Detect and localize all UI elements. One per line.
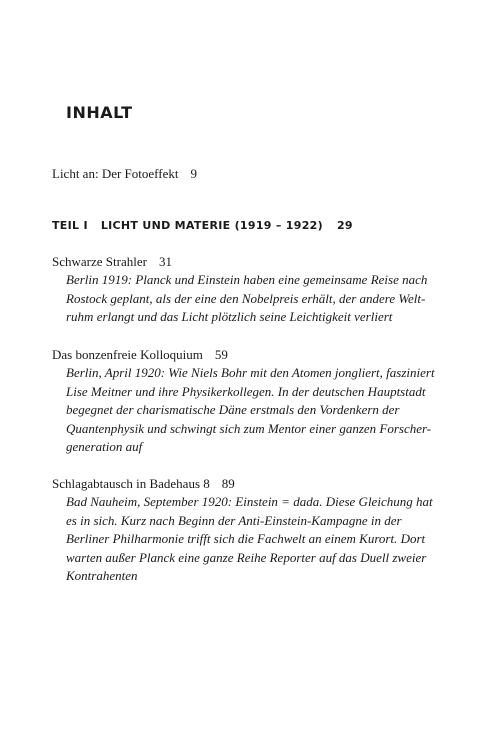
summary-line: begegnet der charismatische Däne erstmals den Vordenkern der	[66, 402, 400, 417]
summary-line: Rostock geplant, als der eine den Nobelpreis erhält, der andere Welt-	[66, 290, 426, 306]
chapter-summary	[66, 364, 435, 457]
summary-line: Berlin, April 1920: Wie Niels Bohr mit den Atomen jongliert, fasziniert	[66, 365, 435, 380]
entry-title: Das bonzenfreie Kolloquium	[52, 347, 203, 362]
entry-page-number: 31	[158, 254, 172, 269]
chapter-summary	[66, 493, 433, 586]
part-separator	[94, 219, 95, 230]
entry-title: Licht an: Der Fotoeffekt	[52, 166, 179, 181]
entry-page-number: 9	[190, 166, 197, 181]
part-page-number: 29	[336, 219, 353, 232]
summary-line: generation auf	[66, 439, 143, 454]
toc-entry-chapter	[52, 253, 172, 272]
part-heading	[52, 218, 353, 234]
summary-line: ruhm erlangt und das Licht plötzlich seine Leichtigkeit verliert	[66, 309, 393, 324]
summary-line: Quantenphysik und schwingt sich zum Mentor einer ganzen Forscher-	[66, 420, 432, 436]
entry-title: Schwarze Strahler	[52, 254, 147, 269]
entry-title: Schlagabtausch in Badehaus 8	[52, 476, 210, 491]
summary-line: es in sich. Kurz nach Beginn der Anti-Einstein-Kampagne in der	[66, 512, 402, 528]
summary-line: Bad Nauheim, September 1920: Einstein = dada. Diese Gleichung hat	[66, 494, 433, 509]
summary-line: Berliner Philharmonie trifft sich die Fachwelt an einem Kurort. Dort	[66, 531, 426, 546]
part-title: LICHT UND MATERIE (1919 – 1922)	[100, 219, 323, 232]
summary-line: Berlin 1919: Planck und Einstein haben eine gemeinsame Reise nach	[66, 272, 428, 287]
part-label: TEIL I	[52, 219, 88, 232]
toc-entry-intro	[52, 165, 197, 184]
entry-page-number: 59	[214, 347, 228, 362]
summary-line: warten außer Planck eine ganze Reihe Reporter auf das Duell zweier	[66, 549, 427, 565]
toc-entry-chapter	[52, 346, 228, 365]
summary-line: Kontrahenten	[66, 568, 138, 583]
toc-entry-chapter	[52, 475, 235, 494]
chapter-summary	[66, 271, 428, 327]
entry-page-number: 89	[221, 476, 235, 491]
page-title: INHALT	[66, 103, 133, 122]
summary-line: Lise Meitner und ihre Physikerkollegen. In der deutschen Hauptstadt	[66, 383, 426, 399]
